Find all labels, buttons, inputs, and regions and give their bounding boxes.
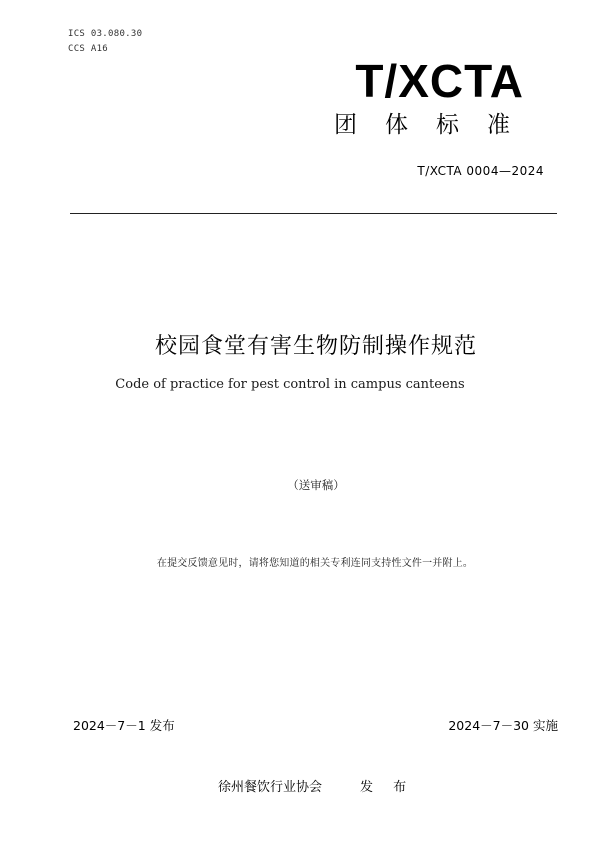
publish-label: 发 布 (360, 780, 415, 795)
ccs-code: CCS A16 (68, 44, 109, 54)
standard-logo: T/XCTA (355, 55, 524, 107)
document-title-chinese: 校园食堂有害生物防制操作规范 (154, 334, 477, 359)
draft-label: （送审稿） (287, 478, 345, 492)
implementation-date: 2024－7－30 实施 (448, 718, 558, 733)
ics-code: ICS 03.080.30 (68, 29, 143, 39)
standard-number: T/XCTA 0004—2024 (417, 164, 544, 178)
standard-type-label: 团体标准 (334, 112, 538, 138)
publisher-name: 徐州餐饮行业协会 (218, 780, 323, 795)
header-divider (70, 213, 557, 214)
document-title-english: Code of practice for pest control in campus canteens (115, 377, 465, 392)
patent-notice: 在提交反馈意见时，请将您知道的相关专利连同支持性文件一并附上。 (156, 558, 474, 569)
issue-date: 2024－7－1 发布 (73, 718, 175, 733)
